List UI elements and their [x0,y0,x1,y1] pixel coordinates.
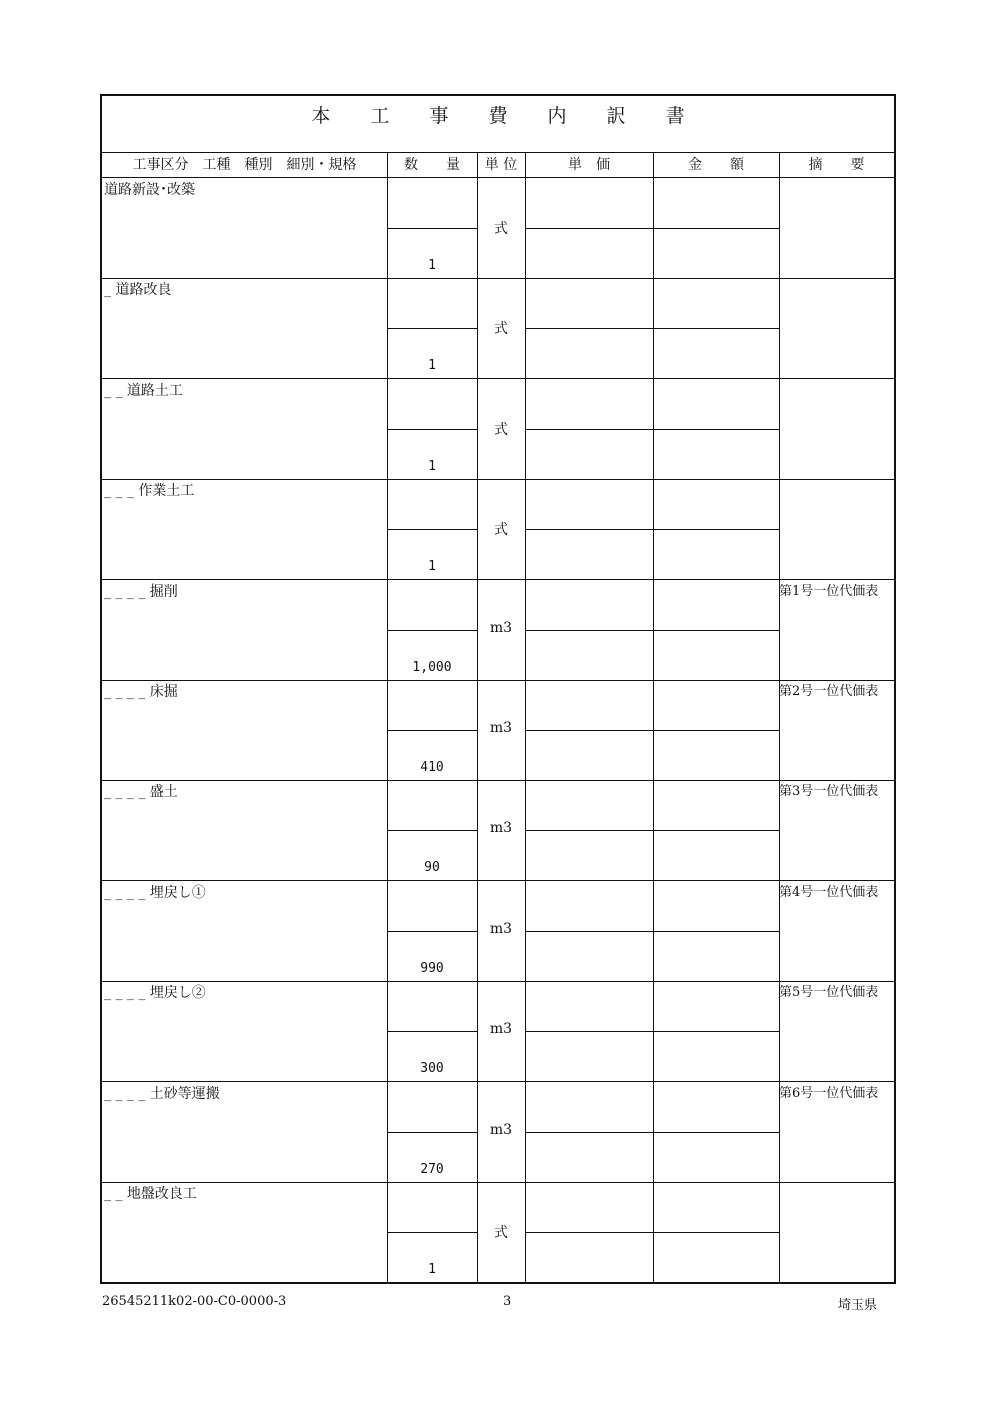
item-remark: 第3号一位代価表 [779,784,879,800]
column-divider [477,153,478,1282]
item-unit: m3 [489,820,513,837]
item-unit: m3 [489,720,513,736]
header-amount: 金 額 [653,153,779,178]
quantity-split-line [387,1132,477,1133]
cost-breakdown-sheet [100,94,896,1284]
table-row [102,479,894,580]
quantity-split-line [387,931,477,932]
table-row [102,981,894,1082]
item-unit: 式 [494,221,508,237]
item-quantity: 1 [428,458,436,474]
price-split-line [525,1232,779,1233]
price-split-line [525,1132,779,1133]
item-remark: 第4号一位代価表 [779,884,879,900]
item-unit: m3 [489,1121,513,1138]
item-quantity: 90 [424,860,440,876]
header-unit: 単 位 [477,153,525,178]
table-row [102,780,894,881]
item-name: _ _ _ _ 盛土 [104,784,178,801]
column-divider [779,153,780,1282]
item-name: _ _ _ _ 埋戻し② [104,985,206,1002]
table-row [102,580,894,681]
quantity-split-line [387,1031,477,1032]
table-row [102,379,894,480]
price-split-line [525,429,779,430]
table-row [102,278,894,379]
header-quantity: 数 量 [387,153,477,178]
header-unit-price: 単 価 [525,153,653,178]
item-unit: m3 [489,920,513,937]
quantity-split-line [387,1232,477,1233]
column-divider [653,153,654,1282]
item-quantity: 1 [428,358,436,374]
quantity-split-line [387,730,477,731]
price-split-line [525,931,779,932]
item-name: _ _ _ 作業土工 [104,483,195,500]
quantity-split-line [387,529,477,530]
item-quantity: 410 [420,760,444,775]
table-body [102,178,894,1282]
item-remark: 第2号一位代価表 [779,684,879,699]
item-remark: 第6号一位代価表 [779,1085,879,1101]
column-divider [525,153,526,1282]
table-row [102,1182,894,1283]
item-unit: m3 [489,1021,513,1038]
price-split-line [525,830,779,831]
table-row [102,680,894,781]
item-remark: 第1号一位代価表 [779,583,879,599]
quantity-split-line [387,429,477,430]
item-name: _ _ _ _ 床掘 [104,684,178,700]
header-remarks: 摘 要 [779,153,894,178]
price-split-line [525,730,779,731]
item-unit: 式 [494,421,508,438]
price-split-line [525,228,779,229]
item-name: _ _ _ _ 土砂等運搬 [104,1085,220,1102]
document-title: 本 工 事 費 内 訳 書 [311,105,702,127]
header-name: 工事区分 工種 種別 細別・規格 [102,153,387,178]
issuer-name: 埼玉県 [838,1298,878,1313]
item-quantity: 270 [420,1161,444,1177]
item-quantity: 1 [428,258,436,273]
quantity-split-line [387,830,477,831]
table-row [102,178,894,279]
item-quantity: 1 [428,559,436,575]
item-quantity: 1,000 [412,659,452,675]
quantity-split-line [387,328,477,329]
item-unit: 式 [494,321,508,338]
price-split-line [525,1031,779,1032]
page-number: 3 [503,1294,512,1309]
item-name: _ _ _ _ 掘削 [104,583,178,600]
table-row [102,1082,894,1183]
column-divider [387,153,388,1282]
item-unit: 式 [494,1225,508,1241]
item-unit: 式 [494,522,508,539]
item-remark: 第5号一位代価表 [779,985,879,1001]
item-quantity: 1 [428,1262,436,1277]
price-split-line [525,328,779,329]
quantity-split-line [387,228,477,229]
title-row [102,96,894,153]
item-name: _ _ 道路土工 [104,382,183,399]
price-split-line [525,529,779,530]
price-split-line [525,630,779,631]
quantity-split-line [387,630,477,631]
item-name: 道路新設･改築 [104,182,195,198]
item-unit: m3 [489,619,513,636]
item-name: _ 道路改良 [104,282,172,299]
item-quantity: 300 [420,1061,444,1077]
item-name: _ _ _ _ 埋戻し① [104,884,206,901]
table-row [102,881,894,982]
item-name: _ _ 地盤改良工 [104,1186,197,1202]
document-code: 26545211k02-00-C0-0000-3 [102,1294,287,1309]
item-quantity: 990 [420,960,444,976]
